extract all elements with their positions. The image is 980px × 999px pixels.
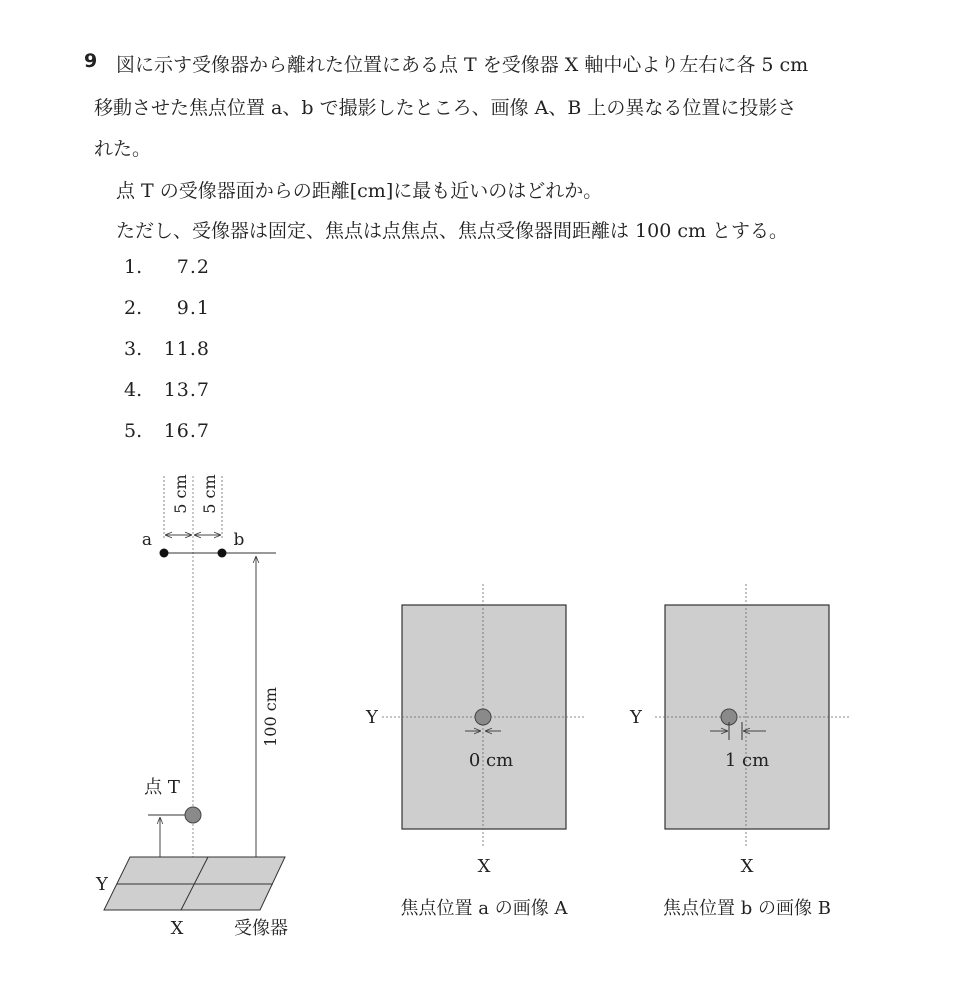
image-b-panel bbox=[629, 584, 850, 919]
question-line-1: 図に示す受像器から離れた位置にある点 T を受像器 X 軸中心より左右に各 5 cm bbox=[116, 54, 809, 76]
receptor-x-label: X bbox=[170, 918, 184, 939]
question-number: 9 bbox=[84, 50, 98, 72]
choice-number: 1. bbox=[124, 256, 143, 278]
choice-value: 9.1 bbox=[176, 297, 210, 319]
focus-label-b: b bbox=[233, 530, 245, 550]
choice-number: 5. bbox=[124, 420, 143, 442]
receptor-label: 受像器 bbox=[234, 918, 288, 939]
dist-label-left: 5 cm bbox=[171, 474, 190, 514]
point-t bbox=[185, 807, 201, 823]
image-a-caption: 焦点位置 a の画像 A bbox=[400, 898, 568, 919]
question-line-4: 点 T の受像器面からの距離[cm]に最も近いのはどれか。 bbox=[116, 180, 603, 202]
choice-value: 11.8 bbox=[163, 338, 210, 360]
choice-number: 3. bbox=[124, 338, 143, 360]
image-b-x-label: X bbox=[740, 856, 754, 877]
question-line-5: ただし、受像器は固定、焦点は点焦点、焦点受像器間距離は 100 cm とする。 bbox=[116, 220, 789, 242]
question-line-2: 移動させた焦点位置 a、b で撮影したところ、画像 A、B 上の異なる位置に投影さ bbox=[94, 97, 797, 119]
focus-point-b bbox=[218, 549, 227, 558]
image-a-projection bbox=[475, 709, 491, 725]
focus-label-a: a bbox=[141, 530, 153, 550]
image-b-shift-label: 1 cm bbox=[724, 750, 770, 771]
image-a-y-label: Y bbox=[366, 707, 378, 728]
choice-value: 7.2 bbox=[176, 256, 210, 278]
image-a-panel bbox=[365, 584, 586, 919]
question-line-3: れた。 bbox=[94, 138, 152, 160]
image-a-x-label: X bbox=[477, 856, 491, 877]
sid-label: 100 cm bbox=[261, 687, 280, 747]
choice-value: 13.7 bbox=[163, 379, 210, 401]
side-view-diagram bbox=[95, 474, 288, 939]
choice-value: 16.7 bbox=[163, 420, 210, 442]
image-b-y-label: Y bbox=[630, 707, 642, 728]
point-t-label: 点 T bbox=[144, 777, 180, 798]
receptor-y-label: Y bbox=[96, 874, 108, 895]
dist-label-right: 5 cm bbox=[200, 474, 219, 514]
image-a-shift-label: 0 cm bbox=[468, 750, 514, 771]
image-b-caption: 焦点位置 b の画像 B bbox=[663, 898, 831, 919]
choice-number: 4. bbox=[124, 379, 143, 401]
choice-number: 2. bbox=[124, 297, 143, 319]
focus-point-a bbox=[160, 549, 169, 558]
